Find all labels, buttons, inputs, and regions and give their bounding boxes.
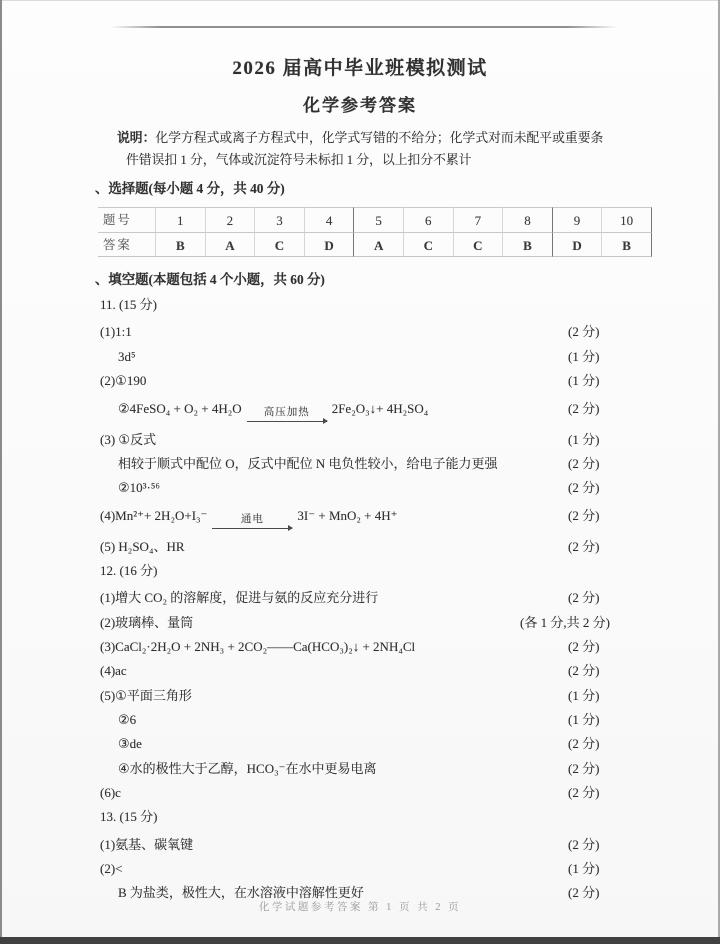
arrow-shaft <box>247 421 327 422</box>
answer-line <box>100 584 632 608</box>
answer-text: (2)①190 <box>100 373 147 389</box>
score-label: (1 分) <box>568 687 600 703</box>
document-title: 2026 届高中毕业班模拟测试 <box>232 58 488 79</box>
table-cell-qnum: 2 <box>206 207 256 232</box>
multiple-choice-table <box>98 207 654 257</box>
grading-note-text1: 化学方程式或离子方程式中，化学式写错的不给分；化学式对而未配平或重要条 <box>155 131 604 145</box>
score-label: (各 1 分,共 2 分) <box>520 614 610 630</box>
grading-note-line1 <box>117 128 636 150</box>
table-cell-answer: C <box>404 232 454 257</box>
score-label: (2 分) <box>568 455 600 471</box>
fill-in-answers <box>100 293 632 903</box>
grading-note <box>0 128 720 171</box>
answer-line <box>100 318 632 342</box>
answer-text: B 为盐类，极性大，在水溶液中溶解性更好 <box>118 885 364 901</box>
table-cell-qnum: 9 <box>553 207 603 232</box>
score-label: (2 分) <box>568 760 600 776</box>
header-rule <box>110 26 618 28</box>
table-row <box>98 207 654 232</box>
score-label: (2 分) <box>568 507 600 523</box>
scan-left-edge <box>0 0 2 944</box>
scan-top-edge <box>0 0 720 1</box>
table-cell-answer: A <box>206 232 256 257</box>
answer-line <box>100 754 632 778</box>
answer-text: ③de <box>118 736 142 752</box>
score-label: (2 分) <box>568 885 600 901</box>
answer-line <box>100 425 632 449</box>
answer-text: 3d⁵ <box>118 348 136 364</box>
answer-line <box>100 855 632 879</box>
table-cell-answer: D <box>553 232 603 257</box>
answer-text: (2)玻璃棒、量筒 <box>100 614 194 630</box>
score-label: (1 分) <box>568 712 600 728</box>
table-cell-answer: B <box>602 232 652 257</box>
score-label: (1 分) <box>568 373 600 389</box>
answer-line <box>100 730 632 754</box>
document-subtitle: 化学参考答案 <box>303 96 417 115</box>
answer-line <box>100 608 632 632</box>
answer-line <box>100 391 632 425</box>
answer-text: (2)< <box>100 861 123 877</box>
scan-bottom-bar <box>0 937 720 944</box>
answer-line <box>100 830 632 854</box>
score-label: (1 分) <box>568 348 600 364</box>
answer-text: (3) ①反式 <box>100 431 157 447</box>
choice-section-heading: 、选择题(每小题 4 分，共 40 分) <box>95 181 285 196</box>
fill-section-heading: 、填空题(本题包括 4 个小题，共 60 分) <box>95 272 325 287</box>
reactants-text: (4)Mn²⁺+ 2H₂O+I₃⁻ <box>100 507 208 523</box>
answer-line <box>100 342 632 366</box>
table-cell-qnum: 6 <box>404 207 454 232</box>
answer-text <box>100 505 568 526</box>
answer-line <box>100 633 632 657</box>
answer-text: 相较于顺式中配位 O，反式中配位 N 电负性较小，给电子能力更强 <box>118 455 498 471</box>
score-label: (2 分) <box>568 538 600 554</box>
arrow-shaft <box>212 528 292 529</box>
score-label: (2 分) <box>568 400 600 416</box>
score-label: (2 分) <box>568 663 600 679</box>
answer-text: (5)①平面三角形 <box>100 687 192 703</box>
table-row-label: 答案 <box>98 232 156 257</box>
answer-text: (5) H₂SO₄、HR <box>100 538 185 554</box>
question-header: 11. (15 分) <box>100 297 157 312</box>
answer-text <box>100 398 568 419</box>
score-label: (1 分) <box>568 861 600 877</box>
table-cell-qnum: 10 <box>602 207 652 232</box>
answer-line <box>100 498 632 532</box>
answer-text: (4)ac <box>100 663 127 679</box>
reaction-arrow <box>247 407 327 422</box>
answer-text: ②6 <box>118 712 137 728</box>
table-cell-answer: A <box>354 232 404 257</box>
answer-text: (3)CaCl₂·2H₂O + 2NH₃ + 2CO₂——Ca(HCO₃)₂↓ + 2NH₄Cl <box>100 638 416 654</box>
table-cell-qnum: 4 <box>305 207 355 232</box>
table-cell-answer: B <box>156 232 206 257</box>
products-text: 3I⁻ + MnO₂ + 4H⁺ <box>297 507 398 523</box>
answer-line <box>100 474 632 498</box>
question-header: 12. (16 分) <box>100 562 158 578</box>
table-cell-qnum: 1 <box>156 207 206 232</box>
answer-text: (6)c <box>100 785 121 801</box>
answer-line <box>100 532 632 556</box>
reactants-text: ②4FeSO₄ + O₂ + 4H₂O <box>118 400 242 416</box>
table-cell-qnum: 8 <box>503 207 553 232</box>
table-cell-answer: C <box>255 232 305 257</box>
reaction-arrow <box>212 514 292 529</box>
answer-line <box>100 681 632 705</box>
question-header: 13. (15 分) <box>100 809 158 825</box>
table-row <box>98 232 654 257</box>
answer-line <box>100 657 632 681</box>
answer-text: ②10³·⁵⁶ <box>118 480 160 496</box>
table-cell-answer: C <box>454 232 504 257</box>
answer-line <box>100 706 632 730</box>
score-label: (2 分) <box>568 638 600 654</box>
score-label: (1 分) <box>568 431 600 447</box>
score-label: (2 分) <box>568 324 600 340</box>
answer-text: (1)1:1 <box>100 324 132 340</box>
products-text: 2Fe₂O₃↓+ 4H₂SO₄ <box>331 400 429 416</box>
score-label: (2 分) <box>568 836 600 852</box>
score-label: (2 分) <box>568 480 600 496</box>
reaction-condition-label: 高压加热 <box>263 407 310 419</box>
answer-line <box>100 779 632 803</box>
answer-text: (1)增大 CO₂ 的溶解度，促进与氨的反应充分进行 <box>100 590 379 606</box>
answer-text: ④水的极性大于乙醇，HCO₃⁻在水中更易电离 <box>118 760 377 776</box>
page-footer: 化学试题参考答案 第 1 页 共 2 页 <box>258 902 462 913</box>
reaction-condition-label: 通电 <box>240 514 264 526</box>
answer-text: (1)氨基、碳氧键 <box>100 836 194 852</box>
score-label: (2 分) <box>568 736 600 752</box>
grading-note-text2: 件错误扣 1 分，气体或沉淀符号未标扣 1 分，以上扣分不累计 <box>126 152 472 167</box>
answer-line <box>100 367 632 391</box>
table-row-label: 题号 <box>98 207 156 232</box>
table-cell-qnum: 5 <box>354 207 404 232</box>
answers-content <box>0 179 720 903</box>
grading-note-label: 说明： <box>117 131 156 145</box>
answer-line <box>100 450 632 474</box>
table-cell-qnum: 3 <box>255 207 305 232</box>
table-cell-answer: B <box>503 232 553 257</box>
table-cell-qnum: 7 <box>454 207 504 232</box>
score-label: (2 分) <box>568 590 600 606</box>
score-label: (2 分) <box>568 785 600 801</box>
table-cell-answer: D <box>305 232 355 257</box>
